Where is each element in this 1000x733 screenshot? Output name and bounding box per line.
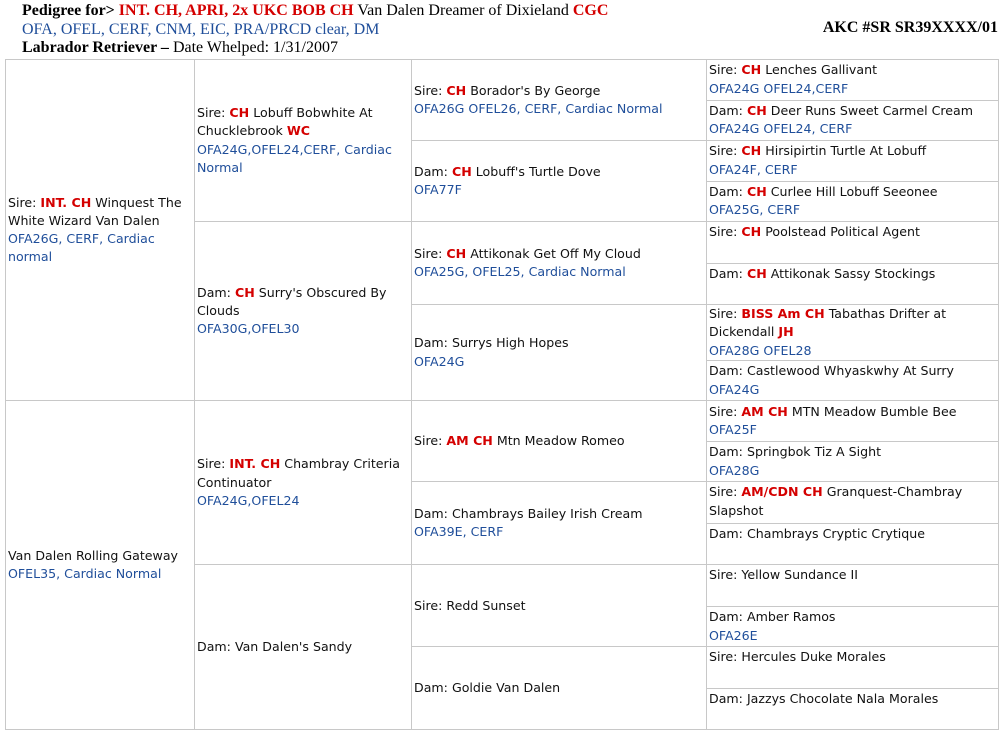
parent-role-label: Dam: [709,609,743,625]
gen1-dam-cell [6,401,195,730]
dog-name: Chambray Criteria Continuator [197,456,400,490]
gen4-dam-cell [707,606,999,647]
gen4-sire-cell [707,565,999,607]
dog-name: Borador's By George [470,82,601,98]
akc-number: AKC #SR SR39XXXX/01 [822,19,998,36]
gen3-dam-cell [412,647,707,730]
parent-role-label: Sire: [8,194,37,210]
parent-role-label: Dam: [709,690,743,706]
header-whelped: Date Whelped: 1/31/2007 [172,39,338,56]
title-suffix: WC [286,123,310,139]
parent-role-label: Dam: [414,506,448,522]
dog-name: Attikonak Get Off My Cloud [470,245,641,261]
health-clearances: OFA25G, OFEL25, Cardiac Normal [414,264,626,279]
dog-name: Castlewood Whyaskwhy At Surry [746,363,955,379]
dog-name: Hercules Duke Morales [741,649,886,665]
pedigree-row [6,401,999,442]
gen4-dam-cell [707,688,999,730]
parent-role-label: Sire: [197,456,226,472]
parent-role-label: Sire: [709,62,738,78]
gen4-dam-cell [707,181,999,222]
title-prefix: CH [746,265,767,281]
gen1-sire-cell [6,60,195,401]
gen2-sire-cell [195,60,412,222]
dog-name: Chambrays Bailey Irish Cream [451,506,643,522]
pedigree-table [5,59,999,730]
title-prefix: CH [229,104,250,120]
health-clearances: OFA39E, CERF [414,524,504,540]
gen2-sire-cell [195,401,412,565]
health-clearances: OFA26G, CERF, Cardiac normal [8,231,155,265]
title-suffix: JH [778,324,794,340]
pedigree-row [6,60,999,101]
parent-role-label: Dam: [414,335,448,351]
parent-role-label: Sire: [709,484,738,500]
gen4-dam-cell [707,441,999,482]
dog-name: Van Dalen's Sandy [234,639,353,655]
dog-name: Curlee Hill Lobuff Seeonee [770,183,938,199]
health-clearances: OFA77F [414,182,462,197]
gen3-sire-cell [412,401,707,482]
gen3-dam-cell [412,482,707,565]
title-prefix: CH [446,245,467,261]
gen4-sire-cell [707,141,999,182]
gen4-dam-cell [707,360,999,401]
title-prefix: CH [741,143,762,159]
dog-name: Winquest The White Wizard Van Dalen [8,194,182,228]
health-clearances: OFA25F [709,422,757,438]
parent-role-label: Sire: [414,433,443,449]
dog-name: Poolstead Political Agent [765,224,920,239]
dog-name: MTN Meadow Bumble Bee [791,403,957,419]
dog-name: Springbok Tiz A Sight [746,444,882,460]
dog-name: Van Dalen Rolling Gateway [8,548,178,564]
health-clearances: OFA30G,OFEL30 [197,321,300,337]
title-prefix: CH [741,62,762,78]
title-prefix: CH [446,82,467,98]
header-health: OFA, OFEL, CERF, CNM, EIC, PRA/PRCD clear, DM [22,21,380,38]
parent-role-label: Dam: [709,102,743,118]
title-prefix: CH [746,183,767,199]
title-prefix: INT. CH [40,194,92,210]
header-breed-line [22,38,338,57]
dog-name: Amber Ramos [746,609,836,625]
parent-role-label: Dam: [414,680,448,696]
health-clearances: OFA26E [709,627,758,643]
dog-name: Tabathas Drifter at Dickendall [709,306,947,340]
gen4-sire-cell [707,647,999,689]
health-clearances: OFA26G OFEL26, CERF, Cardiac Normal [414,101,663,116]
gen2-dam-cell [195,222,412,401]
health-clearances: OFA24G [709,381,760,397]
health-clearances: OFA24G OFEL24,CERF [709,80,849,96]
health-clearances: OFA24G,OFEL24 [197,493,300,509]
health-clearances: OFA24F, CERF [709,161,798,177]
header-breed: Labrador Retriever – [22,39,169,56]
health-clearances: OFA28G [709,462,760,478]
title-prefix: INT. CH [229,456,281,472]
gen3-dam-cell [412,141,707,222]
parent-role-label: Dam: [197,639,231,655]
parent-role-label: Dam: [709,363,743,379]
title-prefix: CH [741,224,762,239]
dog-name: Yellow Sundance II [741,567,858,583]
gen4-sire-cell [707,60,999,101]
health-clearances: OFEL35, Cardiac Normal [8,566,162,582]
title-prefix: CH [234,284,255,300]
gen4-dam-cell [707,523,999,565]
gen4-sire-cell [707,222,999,264]
dog-name: Jazzys Chocolate Nala Morales [746,690,939,706]
header-title-line [22,1,608,20]
gen3-sire-cell [412,222,707,305]
gen3-dam-cell [412,305,707,401]
dog-name: Surrys High Hopes [451,335,569,351]
parent-role-label: Dam: [709,525,743,541]
gen2-dam-cell [195,565,412,730]
header-titles: INT. CH, APRI, 2x UKC BOB CH [118,2,354,19]
parent-role-label: Sire: [197,104,226,120]
gen4-sire-cell [707,482,999,524]
dog-name: Redd Sunset [446,597,526,613]
parent-role-label: Dam: [709,265,743,281]
header-dog-name: Van Dalen Dreamer of Dixieland [357,2,569,19]
parent-role-label: Sire: [414,245,443,261]
header-cgc: CGC [572,2,609,19]
title-prefix: AM CH [446,433,493,449]
parent-role-label: Sire: [709,567,738,583]
header-prefix: Pedigree for> [22,2,115,19]
pedigree-header [22,0,1000,60]
dog-name: Granquest-Chambray Slapshot [709,484,963,518]
parent-role-label: Sire: [709,403,738,419]
health-clearances: OFA25G, CERF [709,202,801,218]
health-clearances: OFA24G [414,353,465,369]
gen4-sire-cell [707,401,999,442]
parent-role-label: Sire: [709,224,738,239]
dog-name: Mtn Meadow Romeo [496,433,625,449]
dog-name: Surry's Obscured By Clouds [197,284,387,319]
parent-role-label: Sire: [414,597,443,613]
dog-name: Lobuff Bobwhite At Chucklebrook [197,104,373,139]
title-prefix: CH [451,163,472,179]
parent-role-label: Dam: [197,284,231,300]
parent-role-label: Sire: [414,82,443,98]
health-clearances: OFA24G,OFEL24,CERF, Cardiac Normal [197,141,392,175]
title-prefix: BISS Am CH [741,306,825,321]
parent-role-label: Dam: [414,163,448,179]
gen4-dam-cell [707,263,999,305]
dog-name: Goldie Van Dalen [451,680,561,696]
parent-role-label: Sire: [709,306,738,321]
health-clearances: OFA24G OFEL24, CERF [709,121,853,137]
parent-role-label: Sire: [709,649,738,665]
parent-role-label: Dam: [709,183,743,199]
parent-role-label: Sire: [709,143,738,159]
gen3-sire-cell [412,60,707,141]
gen4-sire-cell [707,305,999,361]
dog-name: Hirsipirtin Turtle At Lobuff [765,143,927,159]
health-clearances: OFA28G OFEL28 [709,342,812,358]
dog-name: Chambrays Cryptic Crytique [746,525,925,541]
dog-name: Deer Runs Sweet Carmel Cream [770,102,973,118]
dog-name: Lenches Gallivant [765,62,878,78]
dog-name: Attikonak Sassy Stockings [770,265,936,281]
gen3-sire-cell [412,565,707,647]
title-prefix: AM/CDN CH [741,484,823,500]
parent-role-label: Dam: [709,444,743,460]
title-prefix: CH [746,102,767,118]
title-prefix: AM CH [741,403,788,419]
gen4-dam-cell [707,100,999,141]
dog-name: Lobuff's Turtle Dove [475,163,601,179]
